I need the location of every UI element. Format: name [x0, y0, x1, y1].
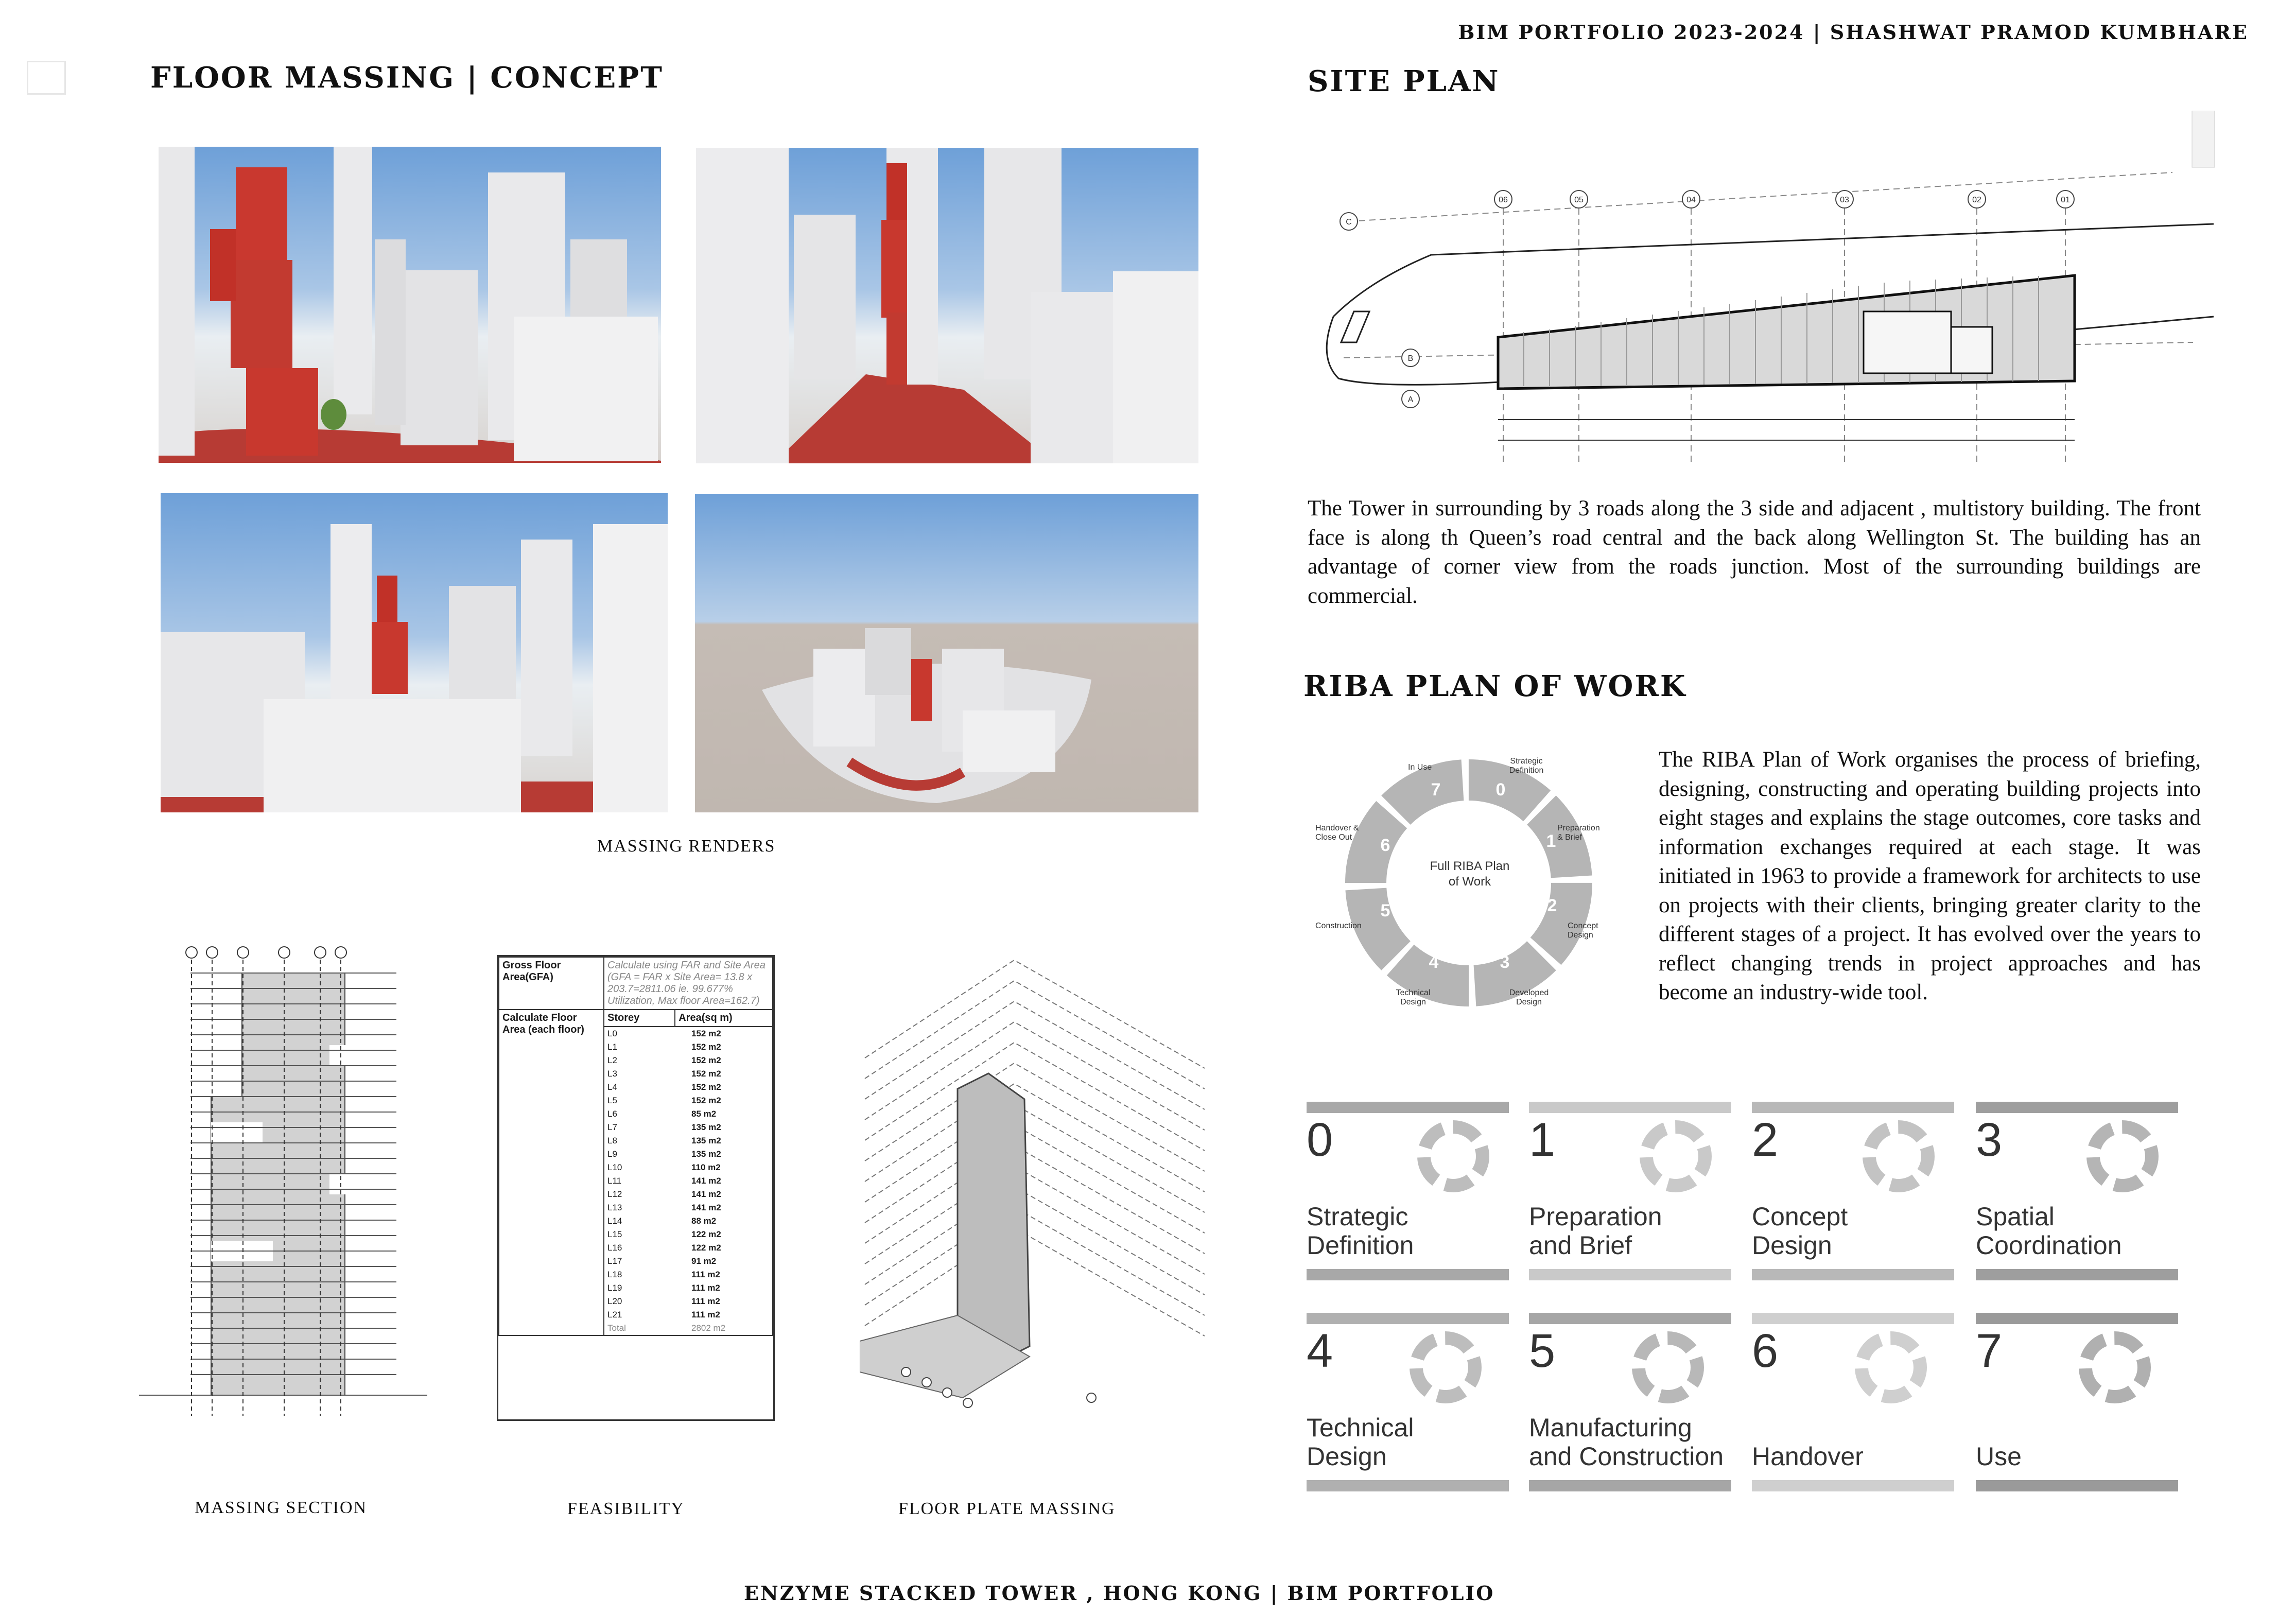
wheel-label-2: Concept Design [1568, 922, 1598, 940]
feasibility-row [604, 1067, 772, 1081]
stage-tile-0 [1307, 1102, 1509, 1282]
storey-cell: L15 [607, 1229, 622, 1239]
riba-wheel [1315, 757, 1600, 1024]
area-cell: 110 m2 [691, 1162, 721, 1172]
feasibility-table [497, 955, 775, 1421]
floor-massing-title: FLOOR MASSING | CONCEPT [150, 61, 664, 95]
stage-ring-icon [1863, 1120, 1935, 1192]
stage-title: Use [1976, 1442, 2022, 1471]
stage-number: 7 [1976, 1325, 2003, 1377]
storey-cell: L17 [607, 1256, 622, 1266]
storey-cell: L9 [607, 1149, 617, 1159]
area-cell: 135 m2 [691, 1122, 721, 1132]
row-label-a: A [1407, 395, 1414, 404]
feasibility-row [604, 1107, 772, 1121]
feasibility-row [604, 1054, 772, 1067]
stage-ring-icon [1410, 1331, 1482, 1403]
svg-text:6: 6 [1380, 836, 1390, 855]
massing-section-drawing [139, 942, 448, 1426]
stage-number: 0 [1307, 1114, 1333, 1166]
portfolio-header: BIM PORTFOLIO 2023-2024 | SHASHWAT PRAMOD KUMBHARE [1458, 21, 2249, 44]
svg-text:0: 0 [1495, 780, 1506, 800]
storey-cell: L8 [607, 1136, 617, 1145]
floor-area-label: Calculate Floor Area (each floor) [499, 1010, 604, 1335]
stage-ring-icon [2086, 1120, 2159, 1192]
feasibility-row [604, 1027, 772, 1040]
feasibility-row [604, 1228, 772, 1241]
section-caption: MASSING SECTION [195, 1498, 368, 1517]
floor-plate-caption: FLOOR PLATE MASSING [898, 1499, 1116, 1518]
stage-title: Manufacturing and Construction [1529, 1413, 1724, 1471]
area-cell: 135 m2 [691, 1136, 721, 1145]
stage-title: Spatial Coordination [1976, 1202, 2122, 1260]
storey-cell: L19 [607, 1283, 622, 1293]
area-cell: 152 m2 [691, 1055, 721, 1065]
svg-text:4: 4 [1429, 952, 1439, 972]
massing-render-1 [159, 147, 661, 463]
massing-render-4 [695, 494, 1198, 812]
wheel-label-6: Handover & Close Out [1315, 824, 1359, 842]
area-cell: 111 m2 [691, 1296, 720, 1306]
feasibility-caption: FEASIBILITY [567, 1499, 685, 1518]
svg-text:7: 7 [1431, 780, 1441, 800]
storey-cell: L13 [607, 1203, 622, 1212]
wheel-label-0: Strategic Definition [1509, 757, 1544, 775]
stage-tile-1 [1529, 1102, 1731, 1282]
storey-cell: L7 [607, 1122, 617, 1132]
stage-title: Concept Design [1752, 1202, 1848, 1260]
area-cell: 152 m2 [691, 1042, 721, 1052]
storey-cell: L5 [607, 1096, 617, 1105]
row-label-c: C [1346, 218, 1352, 227]
gfa-label: Gross Floor Area(GFA) [499, 957, 604, 1010]
grid-label-01: 01 [2061, 196, 2070, 204]
storey-cell: L11 [607, 1176, 622, 1186]
stage-number: 2 [1752, 1114, 1779, 1166]
wheel-label-7: In Use [1408, 763, 1432, 772]
feasibility-row [604, 1134, 772, 1148]
area-cell: 122 m2 [691, 1243, 721, 1253]
stage-ring-icon [1417, 1120, 1489, 1192]
grid-label-02: 02 [1972, 196, 1981, 204]
feasibility-row [604, 1161, 772, 1174]
feasibility-row [604, 1255, 772, 1268]
grid-label-06: 06 [1499, 196, 1508, 204]
storey-header: Storey [604, 1010, 675, 1027]
stage-tile-5 [1529, 1313, 1731, 1493]
storey-cell: L21 [607, 1310, 622, 1319]
gfa-note: Calculate using FAR and Site Area (GFA = FAR x Site Area= 13.8 x 203.7=2811.06 ie. 99.677% Utilization, Max floor Area=162.7) [604, 957, 773, 1010]
area-header: Area(sq m) [675, 1010, 773, 1027]
stage-title: Handover [1752, 1442, 1864, 1471]
area-cell: 141 m2 [691, 1176, 721, 1186]
site-plan-title: SITE PLAN [1308, 64, 1500, 98]
storey-cell: L4 [607, 1082, 617, 1092]
storey-cell: L2 [607, 1055, 617, 1065]
feasibility-row [604, 1040, 772, 1054]
feasibility-row [604, 1281, 772, 1295]
storey-cell: L6 [607, 1109, 617, 1119]
feasibility-row [604, 1188, 772, 1201]
feasibility-row [604, 1295, 772, 1308]
footer-title: ENZYME STACKED TOWER , HONG KONG | BIM PORTFOLIO [744, 1582, 1495, 1605]
stage-number: 5 [1529, 1325, 1556, 1377]
svg-text:2: 2 [1547, 896, 1557, 915]
page-marker-icon [27, 61, 66, 95]
wheel-label-5: Construction [1315, 922, 1362, 930]
storey-cell: L12 [607, 1189, 622, 1199]
area-cell: 141 m2 [691, 1189, 721, 1199]
storey-cell: L20 [607, 1296, 622, 1306]
stage-number: 6 [1752, 1325, 1779, 1377]
riba-title: RIBA PLAN OF WORK [1303, 669, 1687, 703]
storey-cell: L1 [607, 1042, 617, 1052]
area-cell: 152 m2 [691, 1029, 721, 1038]
riba-wheel-center: Full RIBA Plan of Work [1430, 859, 1510, 889]
grid-label-03: 03 [1840, 196, 1849, 204]
wheel-label-4: Technical Design [1396, 988, 1431, 1006]
site-plan-drawing [1308, 111, 2219, 471]
stage-title: Technical Design [1307, 1413, 1414, 1471]
area-cell: 85 m2 [691, 1109, 717, 1119]
renders-caption: MASSING RENDERS [597, 837, 776, 856]
area-cell: 152 m2 [691, 1096, 721, 1105]
feasibility-row [604, 1201, 772, 1214]
feasibility-row [604, 1308, 772, 1322]
stage-tile-2 [1752, 1102, 1954, 1282]
area-cell: 135 m2 [691, 1149, 721, 1159]
area-cell: 111 m2 [691, 1310, 720, 1319]
area-cell: 88 m2 [691, 1216, 717, 1226]
feasibility-total-row [604, 1322, 772, 1335]
area-cell: 111 m2 [691, 1283, 720, 1293]
svg-text:3: 3 [1500, 952, 1510, 972]
stage-tile-3 [1976, 1102, 2178, 1282]
stage-number: 1 [1529, 1114, 1556, 1166]
area-cell: 111 m2 [691, 1270, 720, 1279]
area-cell: 91 m2 [691, 1256, 717, 1266]
total-label: Total [607, 1323, 626, 1333]
wheel-label-3: Developed Design [1509, 988, 1549, 1006]
stage-title: Strategic Definition [1307, 1202, 1414, 1260]
stage-tile-4 [1307, 1313, 1509, 1493]
massing-render-3 [161, 493, 668, 812]
stage-ring-icon [1632, 1331, 1704, 1403]
grid-label-04: 04 [1686, 196, 1696, 204]
feasibility-row [604, 1174, 772, 1188]
storey-cell: L16 [607, 1243, 622, 1253]
site-description: The Tower in surrounding by 3 roads along the 3 side and adjacent , multistory building. The front face is along th Queen’s road central and the back along Wellington St. The building has an advantage of corner view from the roads junction. Most of the surrounding buildings are commercial. [1308, 496, 2201, 608]
storey-cell: L10 [607, 1162, 622, 1172]
riba-stages-grid [1307, 1102, 2197, 1493]
feasibility-row [604, 1121, 772, 1134]
row-label-b: B [1407, 354, 1414, 363]
svg-text:1: 1 [1546, 831, 1556, 851]
stage-tile-7 [1976, 1313, 2178, 1493]
storey-cell: L18 [607, 1270, 622, 1279]
feasibility-row [604, 1094, 772, 1107]
feasibility-row [604, 1214, 772, 1228]
massing-render-2 [696, 148, 1198, 463]
stage-tile-6 [1752, 1313, 1954, 1493]
feasibility-row [604, 1148, 772, 1161]
feasibility-row [604, 1241, 772, 1255]
area-cell: 122 m2 [691, 1229, 721, 1239]
floor-plate-massing-drawing [860, 945, 1210, 1418]
area-cell: 141 m2 [691, 1203, 721, 1212]
total-value: 2802 m2 [691, 1323, 726, 1333]
storey-cell: L3 [607, 1069, 617, 1079]
stage-number: 4 [1307, 1325, 1333, 1377]
feasibility-row [604, 1268, 772, 1281]
stage-ring-icon [1855, 1331, 1927, 1403]
storey-cell: L14 [607, 1216, 622, 1226]
stage-number: 3 [1976, 1114, 2003, 1166]
stage-ring-icon [2079, 1331, 2151, 1403]
storey-cell: L0 [607, 1029, 617, 1038]
area-cell: 152 m2 [691, 1082, 721, 1092]
svg-text:5: 5 [1380, 901, 1390, 921]
stage-ring-icon [1640, 1120, 1712, 1192]
stage-title: Preparation and Brief [1529, 1202, 1662, 1260]
feasibility-row [604, 1081, 772, 1094]
riba-description: The RIBA Plan of Work organises the process of briefing, designing, constructing and operating building projects into eight stages and explains the stage outcomes, core tasks and information exchanges required at each stage. It was initiated in 1963 to provide a framework for architects to use on projects with their clients, bringing greater clarity to the different stages of a project. It has evolved over the years to reflect changing trends in project approaches and has become an industry-wide tool. [1659, 748, 2201, 1004]
wheel-label-1: Preparation & Brief [1557, 824, 1600, 842]
area-cell: 152 m2 [691, 1069, 721, 1079]
grid-label-05: 05 [1574, 196, 1584, 204]
